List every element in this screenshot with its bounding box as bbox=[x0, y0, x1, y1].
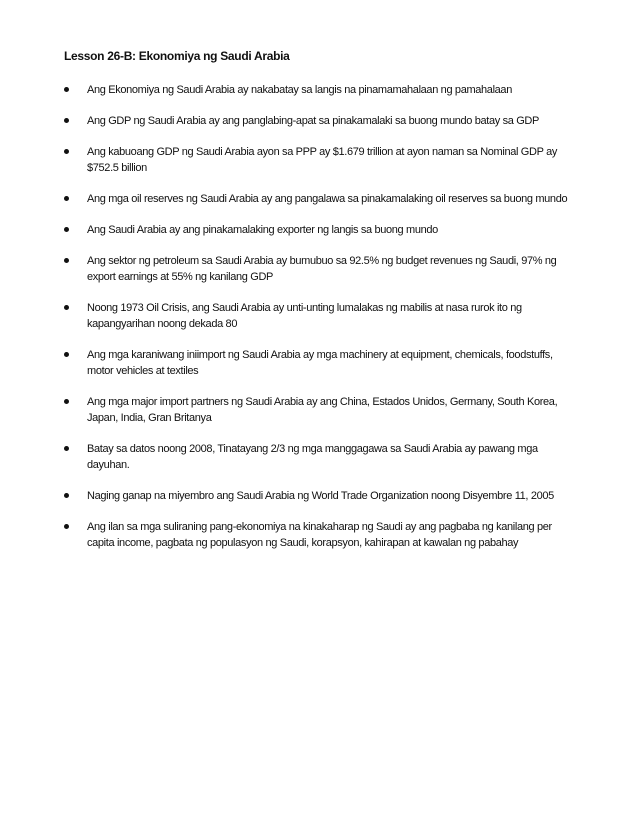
bullet-icon bbox=[64, 149, 69, 154]
list-item-text: Ang Ekonomiya ng Saudi Arabia ay nakabatay sa langis na pinamamahalaan ng pamahalaan bbox=[87, 84, 512, 96]
bullet-icon bbox=[64, 352, 69, 357]
bullet-icon bbox=[64, 446, 69, 451]
bullet-icon bbox=[64, 305, 69, 310]
list-item-text: Naging ganap na miyembro ang Saudi Arabia ng World Trade Organization noong Disyembre 11, 2005 bbox=[87, 490, 554, 502]
lesson-title: Lesson 26-B: Ekonomiya ng Saudi Arabia bbox=[64, 49, 290, 63]
list-item bbox=[64, 222, 574, 238]
list-item bbox=[64, 191, 574, 207]
list-item bbox=[64, 441, 574, 473]
list-item-text: Batay sa datos noong 2008, Tinatayang 2/3 ng mga manggagawa sa Saudi Arabia ay pawang mga dayuhan. bbox=[87, 443, 538, 471]
list-item bbox=[64, 144, 574, 176]
list-item bbox=[64, 519, 574, 551]
bullet-icon bbox=[64, 118, 69, 123]
list-item bbox=[64, 253, 574, 285]
list-item-text: Ang Saudi Arabia ay ang pinakamalaking exporter ng langis sa buong mundo bbox=[87, 224, 438, 236]
bullet-icon bbox=[64, 258, 69, 263]
list-item bbox=[64, 82, 574, 98]
bullet-list bbox=[64, 82, 574, 566]
list-item bbox=[64, 488, 574, 504]
list-item-text: Ang sektor ng petroleum sa Saudi Arabia ay bumubuo sa 92.5% ng budget revenues ng Saudi, 97% ng export earnings at 55% ng kanilang GDP bbox=[87, 255, 557, 283]
list-item bbox=[64, 300, 574, 332]
bullet-icon bbox=[64, 399, 69, 404]
list-item-text: Ang GDP ng Saudi Arabia ay ang panglabing-apat sa pinakamalaki sa buong mundo batay sa GDP bbox=[87, 115, 540, 127]
list-item-text: Noong 1973 Oil Crisis, ang Saudi Arabia ay unti-unting lumalakas ng mabilis at nasa rurok ito ng kapangyarihan noong dekada 80 bbox=[87, 302, 522, 330]
list-item-text: Ang ilan sa mga suliraning pang-ekonomiya na kinakaharap ng Saudi ay ang pagbaba ng kanilang per capita income, pagbata ng populasyon ng Saudi, korapsyon, kahirapan at kawalan ng pabahay bbox=[87, 521, 552, 549]
bullet-icon bbox=[64, 227, 69, 232]
list-item-text: Ang mga karaniwang iniimport ng Saudi Arabia ay mga machinery at equipment, chemicals, foodstuffs, motor vehicles at textiles bbox=[87, 349, 553, 377]
bullet-icon bbox=[64, 493, 69, 498]
bullet-icon bbox=[64, 196, 69, 201]
list-item bbox=[64, 113, 574, 129]
list-item bbox=[64, 394, 574, 426]
list-item bbox=[64, 347, 574, 379]
list-item-text: Ang kabuoang GDP ng Saudi Arabia ayon sa PPP ay $1.679 trillion at ayon naman sa Nominal GDP ay $752.5 billion bbox=[87, 146, 558, 174]
bullet-icon bbox=[64, 87, 69, 92]
list-item-text: Ang mga oil reserves ng Saudi Arabia ay ang pangalawa sa pinakamalaking oil reserves sa buong mundo bbox=[87, 193, 568, 205]
list-item-text: Ang mga major import partners ng Saudi Arabia ay ang China, Estados Unidos, Germany, South Korea, Japan, India, Gran Britanya bbox=[87, 396, 558, 424]
bullet-icon bbox=[64, 524, 69, 529]
